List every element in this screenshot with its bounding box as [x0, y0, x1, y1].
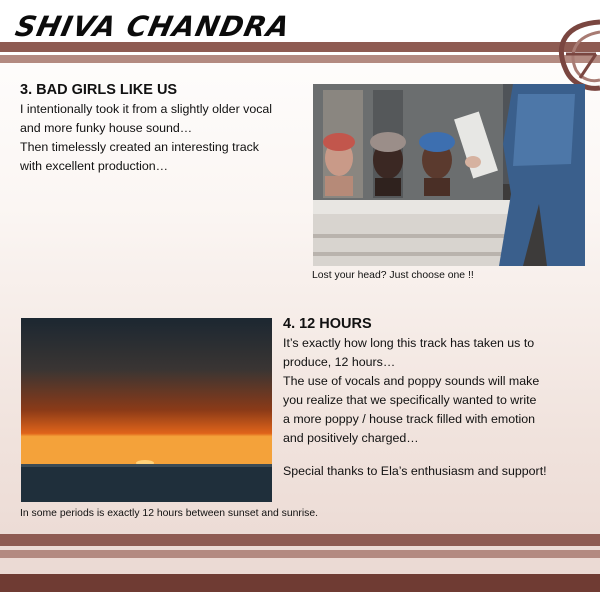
track3-text	[20, 100, 272, 176]
track4-line: and positively charged…	[283, 431, 419, 445]
track3-line: and more funky house sound…	[20, 121, 193, 135]
track3-title: 3. BAD GIRLS LIKE US	[20, 82, 178, 98]
photo1-caption: Lost your head? Just choose one !!	[312, 270, 474, 281]
corner-emblem-icon	[536, 14, 600, 94]
track4-line: a more poppy / house track filled with emotion	[283, 412, 536, 426]
thanks-line: Special thanks to Ela’s enthusiasm and support!	[283, 464, 547, 478]
track3-line: with excellent production…	[20, 159, 169, 173]
track4-line: produce, 12 hours…	[283, 355, 396, 369]
track3-line: I intentionally took it from a slightly older vocal	[20, 102, 273, 116]
track4-line: The use of vocals and poppy sounds will make	[283, 374, 540, 388]
bottom-band	[0, 574, 600, 592]
track3-line: Then timelessly created an interesting track	[20, 140, 259, 154]
brand-title: SHIVA CHANDRA	[12, 10, 294, 43]
sunset-photo	[21, 318, 272, 502]
photo2-caption: In some periods is exactly 12 hours between sunset and sunrise.	[20, 508, 319, 519]
top-stripe-light	[0, 55, 600, 63]
track4-line: you realize that we specifically wanted to write	[283, 393, 537, 407]
top-stripe-dark	[0, 42, 600, 52]
track4-thanks	[283, 462, 547, 481]
bottom-stripe-light	[0, 550, 600, 558]
track4-text	[283, 334, 539, 448]
track4-title: 4. 12 HOURS	[283, 316, 372, 332]
mannequin-window-photo	[313, 84, 585, 266]
bottom-stripe-dark	[0, 534, 600, 546]
track4-line: It’s exactly how long this track has taken us to	[283, 336, 535, 350]
